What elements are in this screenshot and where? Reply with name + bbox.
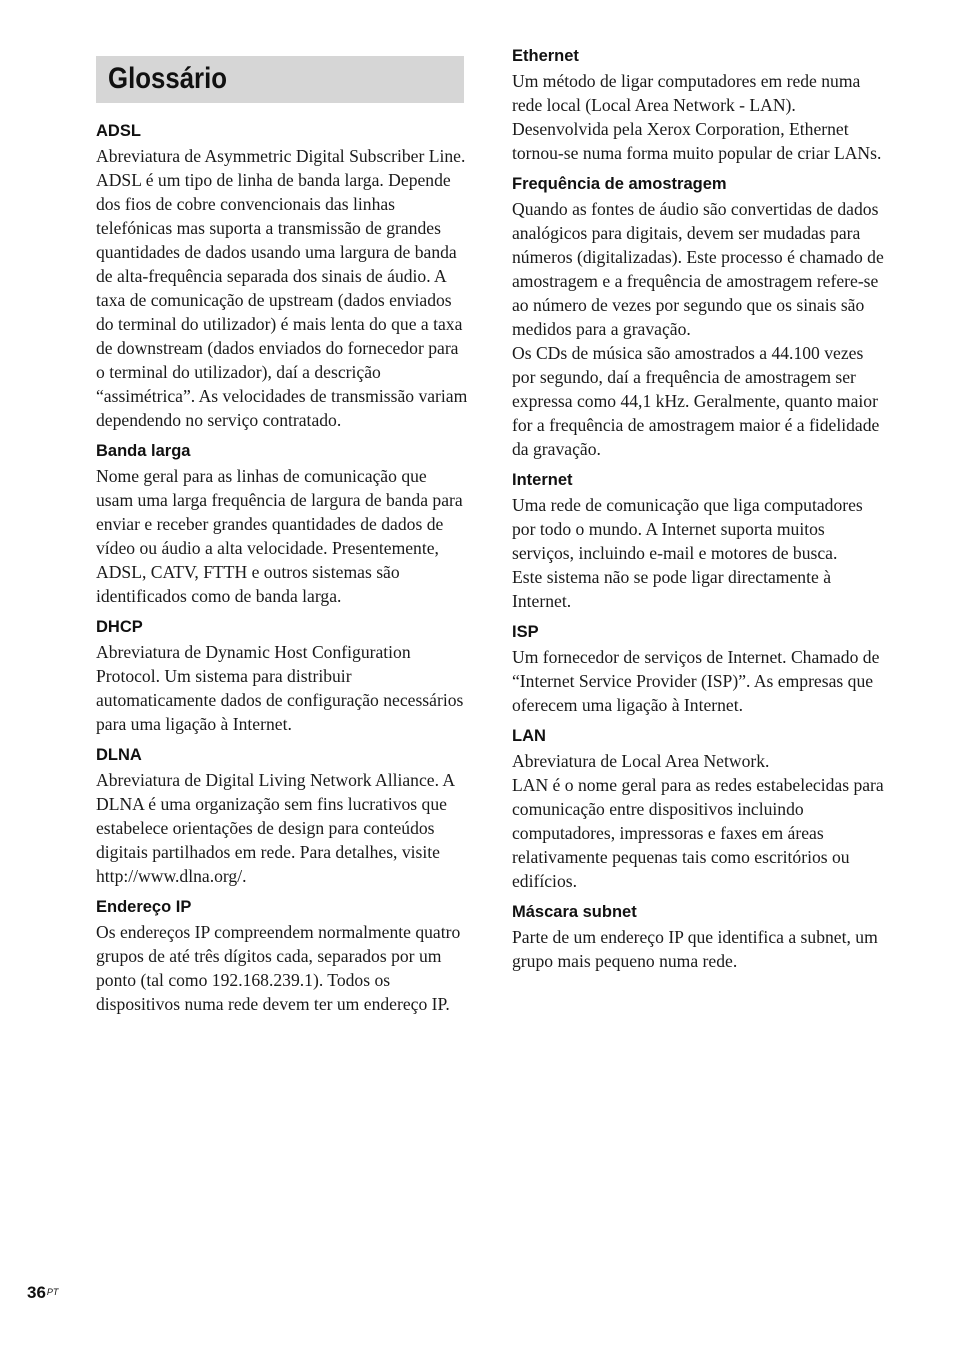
glossary-term: Frequência de amostragem <box>512 175 727 193</box>
glossary-definition <box>96 920 468 1016</box>
definition-paragraph: Os endereços IP compreendem normalmente quatro grupos de até três dígitos cada, separados por um ponto (tal como 192.168.239.1). Todos os dispositivos numa rede devem ter um endereço IP. <box>96 922 461 1014</box>
right-column <box>512 46 884 973</box>
glossary-entry <box>512 902 884 973</box>
page-language-suffix: PT <box>46 1287 59 1297</box>
glossary-term: DHCP <box>96 618 143 636</box>
glossary-entry <box>96 897 468 1016</box>
definition-paragraph: Abreviatura de Digital Living Network Alliance. A DLNA é uma organização sem fins lucrativos que estabelece orientações de design para conteúdos digitais partilhados em rede. Para detalhes, visite http://www.dlna.org/. <box>96 770 455 886</box>
glossary-entry <box>96 441 468 608</box>
section-title-banner <box>96 56 464 103</box>
glossary-definition <box>512 925 884 973</box>
definition-paragraph: Parte de um endereço IP que identifica a subnet, um grupo mais pequeno numa rede. <box>512 927 878 971</box>
definition-paragraph: Uma rede de comunicação que liga computadores por todo o mundo. A Internet suporta muitos serviços, incluindo e-mail e motores de busca. <box>512 495 863 563</box>
glossary-term: Banda larga <box>96 442 191 460</box>
glossary-term: Máscara subnet <box>512 903 637 921</box>
glossary-definition <box>512 493 884 613</box>
definition-paragraph: Um fornecedor de serviços de Internet. Chamado de “Internet Service Provider (ISP)”. As empresas que oferecem uma ligação à Internet. <box>512 647 880 715</box>
glossary-entry <box>512 726 884 893</box>
glossary-entry <box>96 121 468 432</box>
glossary-definition <box>96 464 468 608</box>
glossary-definition <box>512 645 884 717</box>
glossary-definition <box>96 144 468 432</box>
definition-paragraph: Um método de ligar computadores em rede numa rede local (Local Area Network - LAN). Desenvolvida pela Xerox Corporation, Ethernet tornou-se numa forma muito popular de criar LANs. <box>512 71 882 163</box>
page-title: Glossário <box>108 62 228 95</box>
glossary-term: ISP <box>512 623 539 641</box>
glossary-entry <box>96 745 468 888</box>
glossary-definition <box>512 197 884 461</box>
definition-paragraph: Quando as fontes de áudio são convertidas de dados analógicos para digitais, devem ser mudadas para números (digitalizadas). Este processo é chamado de amostragem e a frequência de amostragem refere-se ao número de vezes por segundo que os sinais são medidos para a gravação. <box>512 199 884 339</box>
glossary-entry <box>512 622 884 717</box>
definition-paragraph: Abreviatura de Asymmetric Digital Subscriber Line. ADSL é um tipo de linha de banda larga. Depende dos fios de cobre convencionais das linhas telefónicas mas suporta a transmissão de grandes quantidades de dados usando uma largura de banda de alta-frequência separada dos sinais de áudio. A taxa de comunicação de upstream (dados enviados do terminal do utilizador) é mais lenta do que a taxa de downstream (dados enviados do fornecedor para o terminal do utilizador), daí a descrição “assimétrica”. As velocidades de transmissão variam dependendo no serviço contratado. <box>96 146 468 430</box>
glossary-definition <box>96 640 468 736</box>
glossary-definition <box>96 768 468 888</box>
page-number-value: 36 <box>27 1283 46 1302</box>
glossary-term: Endereço IP <box>96 898 192 916</box>
glossary-definition <box>512 749 884 893</box>
glossary-term: ADSL <box>96 122 141 140</box>
glossary-entry <box>512 470 884 613</box>
glossary-entry <box>512 174 884 461</box>
glossary-term: Internet <box>512 471 573 489</box>
glossary-term: LAN <box>512 727 546 745</box>
glossary-definition <box>512 69 884 165</box>
definition-paragraph: Abreviatura de Dynamic Host Configuration Protocol. Um sistema para distribuir automaticamente dados de configuração necessários para uma ligação à Internet. <box>96 642 464 734</box>
page-number <box>27 1283 58 1303</box>
definition-paragraph: Os CDs de música são amostrados a 44.100 vezes por segundo, daí a frequência de amostragem ser expressa como 44,1 kHz. Geralmente, quanto maior for a frequência de amostragem maior é a fidelidade da gravação. <box>512 343 880 459</box>
glossary-entry <box>96 617 468 736</box>
definition-paragraph: Este sistema não se pode ligar directamente à Internet. <box>512 567 832 611</box>
glossary-term: Ethernet <box>512 47 579 65</box>
definition-paragraph: Abreviatura de Local Area Network. <box>512 751 770 771</box>
left-column <box>96 121 468 1016</box>
glossary-term: DLNA <box>96 746 142 764</box>
glossary-entry <box>512 46 884 165</box>
definition-paragraph: Nome geral para as linhas de comunicação que usam uma larga frequência de largura de banda para enviar e receber grandes quantidades de dados de vídeo ou áudio a alta velocidade. Presentemente, ADSL, CATV, FTTH e outros sistemas são identificados como de banda larga. <box>96 466 463 606</box>
definition-paragraph: LAN é o nome geral para as redes estabelecidas para comunicação entre dispositivos incluindo computadores, impressoras e faxes em áreas relativamente pequenas tais como escritórios ou edifícios. <box>512 775 884 891</box>
